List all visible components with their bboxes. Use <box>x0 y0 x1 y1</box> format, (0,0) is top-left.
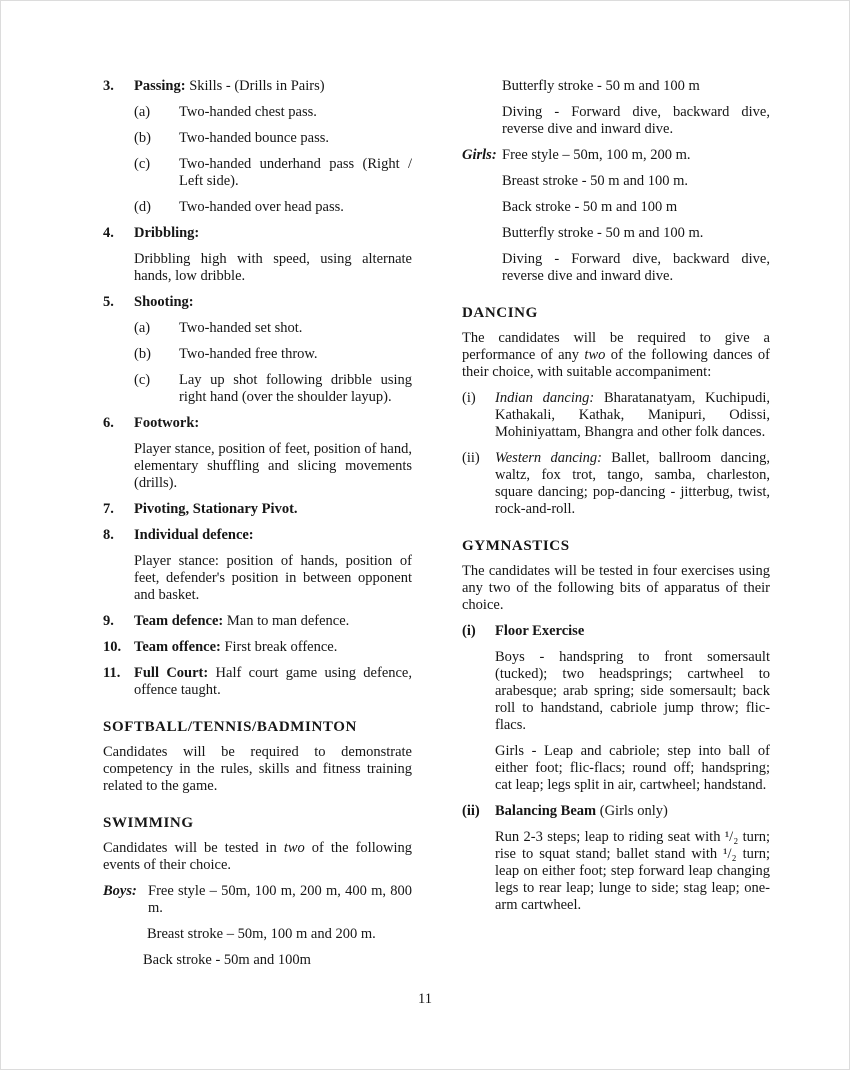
item-title: Footwork: <box>134 415 200 431</box>
item-title: Individual defence: <box>134 527 254 543</box>
gym-beam-paragraph: Run 2-3 steps; leap to riding seat with ¹/₂ turn; rise to squat stand; ballet stand with ¹/₂ turn; leap on either foot; step forward leap changing legs to rear leap; lunge to side; stag leap; one-arm cartwheel. <box>495 829 770 913</box>
item-title-line <box>134 415 412 432</box>
item-title: Shooting: <box>134 294 194 310</box>
item-paragraph: Player stance, position of feet, position of hand, elementary shuffling and slicing movements (drills). <box>134 441 412 491</box>
section-heading-gymnastics: GYMNASTICS <box>462 538 570 554</box>
text-segment-italic: two <box>283 840 305 856</box>
section-heading-swimming: SWIMMING <box>103 815 194 831</box>
item-number: 4. <box>103 225 114 241</box>
item-number: 8. <box>103 527 114 543</box>
sub-marker: (d) <box>134 199 151 215</box>
sub-marker: (b) <box>134 346 151 362</box>
dancing-item-western <box>462 450 770 518</box>
item-title: Pivoting, Stationary Pivot. <box>134 501 298 517</box>
sub-text: Two-handed chest pass. <box>179 104 317 120</box>
list-item-5-shooting <box>103 294 412 311</box>
item-paragraph: Player stance: position of hands, position of feet, defender's position in between opponent and basket. <box>134 553 412 603</box>
item-title-rest: Man to man defence. <box>223 613 350 629</box>
item-title-line <box>134 665 412 699</box>
item-title-line <box>134 613 412 630</box>
roman-marker: (i) <box>462 390 476 406</box>
dance-type-italic: Western dancing: <box>495 450 603 466</box>
list-item-4-dribbling <box>103 225 412 242</box>
list-item-9-team-defence <box>103 613 412 630</box>
sub-item-3a <box>134 104 412 121</box>
item-title: Dribbling: <box>134 225 200 241</box>
sub-item-5c <box>134 372 412 406</box>
item-number: 7. <box>103 501 114 517</box>
sub-text: Two-handed free throw. <box>179 346 318 362</box>
item-title: Team defence: <box>134 613 224 629</box>
item-title: Full Court: <box>134 665 209 681</box>
list-item-3-passing <box>103 78 412 95</box>
list-item-8-individual-defence <box>103 527 412 544</box>
item-title-line <box>134 527 412 544</box>
sub-item-3c <box>134 156 412 190</box>
swimming-intro <box>103 840 412 874</box>
gym-item-floor-exercise <box>462 623 770 640</box>
swim-girls-row <box>462 147 770 164</box>
softball-paragraph: Candidates will be required to demonstrate competency in the rules, skills and fitness training related to the game. <box>103 744 412 794</box>
gym-item-balancing-beam <box>462 803 770 820</box>
boys-label: Boys: <box>103 883 137 899</box>
gym-floor-boys-paragraph: Boys - handspring to front somersault (tucked); two headsprings; cartwheel to arabesque; arab spring; side somersault; back roll to handstand, cabriole jump throw; flic-flacs. <box>495 649 770 733</box>
sub-text: Two-handed bounce pass. <box>179 130 329 146</box>
item-title-line <box>134 294 412 311</box>
item-title-rest: Half court game using defence, offence taught. <box>134 665 412 698</box>
sub-text: Two-handed over head pass. <box>179 199 344 215</box>
text-segment: The candidates will be required to give a performance of any <box>462 330 770 363</box>
gymnastics-intro: The candidates will be tested in four exercises using any two of the following bits of apparatus of their choice. <box>462 563 770 613</box>
list-item-7-pivoting <box>103 501 412 518</box>
dancing-item-text <box>495 450 770 518</box>
item-number: 9. <box>103 613 114 629</box>
sub-item-5b <box>134 346 412 363</box>
roman-marker: (ii) <box>462 803 480 819</box>
gym-item-title: Balancing Beam <box>495 803 597 819</box>
sub-marker: (c) <box>134 372 151 388</box>
right-column <box>462 78 770 914</box>
list-item-6-footwork <box>103 415 412 432</box>
gym-item-title-line <box>495 803 770 820</box>
gym-item-title-suffix: (Girls only) <box>596 803 668 819</box>
sub-item-3b <box>134 130 412 147</box>
dance-list: Ballet, ballroom dancing, waltz, fox trot, tango, samba, charleston, square dancing; pop-dancing - jitterbug, twist, rock-and-roll. <box>495 450 770 517</box>
item-title: Passing: <box>134 78 186 94</box>
sub-text: Two-handed underhand pass (Right / Left side). <box>179 156 412 189</box>
item-paragraph: Dribbling high with speed, using alternate hands, low dribble. <box>134 251 412 284</box>
swim-boys-breast: Breast stroke – 50m, 100 m and 200 m. <box>147 926 376 942</box>
sub-item-5a <box>134 320 412 337</box>
swim-boys-freestyle: Free style – 50m, 100 m, 200 m, 400 m, 800 m. <box>148 883 412 916</box>
sub-marker: (a) <box>134 320 151 336</box>
section-heading-softball: SOFTBALL/TENNIS/BADMINTON <box>103 719 357 735</box>
swim-girls-diving: Diving - Forward dive, backward dive, reverse dive and inward dive. <box>502 251 770 284</box>
swim-boys-diving: Diving - Forward dive, backward dive, reverse dive and inward dive. <box>502 104 770 137</box>
item-title-line <box>134 78 412 95</box>
item-number: 3. <box>103 78 114 94</box>
item-number: 10. <box>103 639 122 655</box>
list-item-11-full-court <box>103 665 412 699</box>
dancing-item-text <box>495 390 770 441</box>
text-segment: of the following events of their choice. <box>103 840 412 873</box>
gym-item-title-line <box>495 623 770 640</box>
item-title-line <box>134 639 412 656</box>
sub-marker: (c) <box>134 156 151 172</box>
roman-marker: (ii) <box>462 450 480 466</box>
swim-girls-breast: Breast stroke - 50 m and 100 m. <box>502 173 689 189</box>
item-title: Team offence: <box>134 639 221 655</box>
list-item-10-team-offence <box>103 639 412 656</box>
left-column <box>103 78 412 969</box>
swim-girls-freestyle: Free style – 50m, 100 m, 200 m. <box>502 147 691 163</box>
section-heading-dancing: DANCING <box>462 305 538 321</box>
girls-label: Girls: <box>462 147 497 163</box>
dancing-intro <box>462 330 770 381</box>
text-segment-italic: two <box>584 347 606 363</box>
item-title-line <box>134 501 412 518</box>
sub-item-3d <box>134 199 412 216</box>
gym-item-title: Floor Exercise <box>495 623 585 639</box>
swim-girls-butterfly: Butterfly stroke - 50 m and 100 m. <box>502 225 704 241</box>
sub-marker: (a) <box>134 104 151 120</box>
item-number: 6. <box>103 415 114 431</box>
dancing-item-indian <box>462 390 770 441</box>
sub-text: Lay up shot following dribble using right hand (over the shoulder layup). <box>179 372 412 405</box>
sub-text: Two-handed set shot. <box>179 320 303 336</box>
item-title-rest: First break offence. <box>220 639 338 655</box>
gym-floor-girls-paragraph: Girls - Leap and cabriole; step into ball of either foot; flic-flacs; round off; handspring; cat leap; legs split in air, cartwheel; handstand. <box>495 743 770 793</box>
item-title-rest: Skills - (Drills in Pairs) <box>185 78 325 94</box>
page-number: 11 <box>418 991 432 1007</box>
item-number: 5. <box>103 294 114 310</box>
sub-marker: (b) <box>134 130 151 146</box>
item-title-line <box>134 225 412 242</box>
swim-boys-back: Back stroke - 50m and 100m <box>143 952 311 968</box>
item-number: 11. <box>103 665 121 681</box>
roman-marker: (i) <box>462 623 476 639</box>
text-segment: of the following dances of their choice, with suitable accompaniment: <box>462 347 770 380</box>
text-segment: Candidates will be tested in <box>103 840 284 856</box>
swim-boys-butterfly: Butterfly stroke - 50 m and 100 m <box>502 78 700 94</box>
swim-boys-row <box>103 883 412 917</box>
dance-list: Bharatanatyam, Kuchipudi, Kathakali, Kathak, Manipuri, Odissi, Mohiniyattam, Bhangra and other folk dances. <box>495 390 770 440</box>
dance-type-italic: Indian dancing: <box>495 390 595 406</box>
swim-girls-back: Back stroke - 50 m and 100 m <box>502 199 678 215</box>
